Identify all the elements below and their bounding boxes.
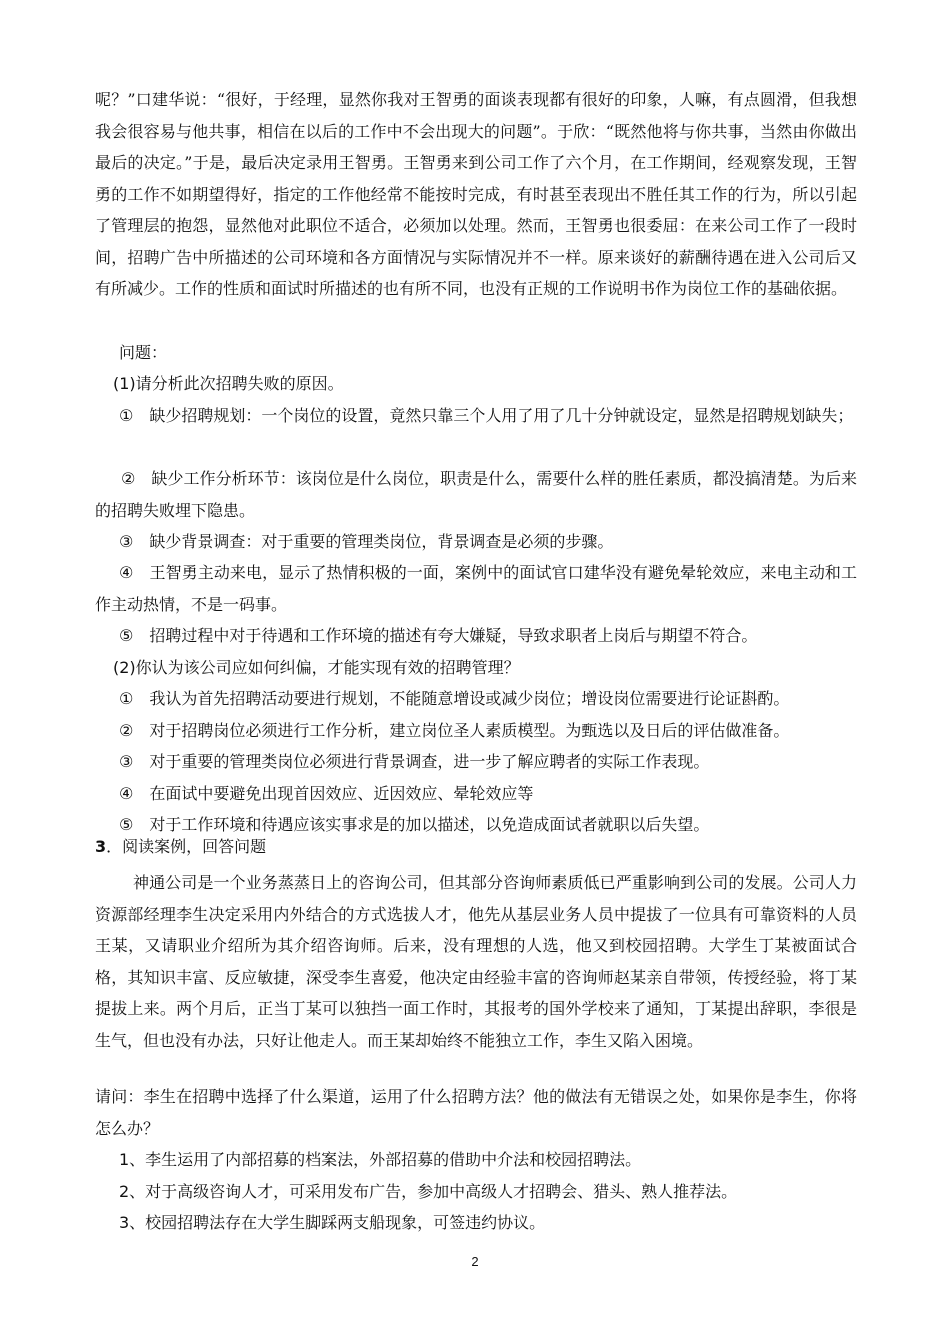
section-3-case-paragraph: 神通公司是一个业务蒸蒸日上的咨询公司，但其部分咨询师素质低已严重影响到公司的发展。公司人力资源部经理李生决定采用内外结合的方式选拔人才，他先从基层业务人员中提拔了一位具有可靠资料的人员王某，又请职业介绍所为其介绍咨询师。后来，没有理想的人选，他又到校园招聘。大学生丁某被面试合格，其知识丰富、反应敏捷，深受李生喜爱，他决定由经验丰富的咨询师赵某亲自带领，传授经验，将丁某提拔上来。两个月后，正当丁某可以独挡一面工作时，其报考的国外学校来了通知，丁某提出辞职，李很是生气，但也没有办法，只好让他走人。而王某却始终不能独立工作，李生又陷入困境。 <box>95 873 857 1050</box>
section-3-heading <box>95 831 857 863</box>
case2-continuation-paragraph: 呢？”口建华说：“很好，于经理，显然你我对王智勇的面谈表现都有很好的印象，人嘛，有点圆滑，但我想我会很容易与他共事，相信在以后的工作中不会出现大的问题”。于欣：“既然他将与你共事，当然由你做出最后的决定。”于是，最后决定录用王智勇。王智勇来到公司工作了六个月，在工作期间，经观察发现，王智勇的工作不如期望得好，指定的工作他经常不能按时完成，有时甚至表现出不胜任其工作的行为，所以引起了管理层的抱怨，显然他对此职位不适合，必须加以处理。然而，王智勇也很委屈：在来公司工作了一段时间，招聘广告中所描述的公司环境和各方面情况与实际情况并不一样。原来谈好的薪酬待遇在进入公司后又有所减少。工作的性质和面试时所描述的也有所不同，也没有正规的工作说明书作为岗位工作的基础依据。 <box>95 90 857 298</box>
q2-answer-4: ④ 在面试中要避免出现首因效应、近因效应、晕轮效应等 <box>119 784 534 803</box>
questions-heading: 问题： <box>119 343 168 362</box>
section-3-answer-1: 1、李生运用了内部招募的档案法，外部招募的借助中介法和校园招聘法。 <box>119 1150 642 1169</box>
section-3-number: 3 <box>95 837 107 856</box>
q1-answer-3: ③ 缺少背景调查：对于重要的管理类岗位，背景调查是必须的步骤。 <box>119 532 614 551</box>
page-number: 2 <box>471 1254 479 1269</box>
question-2: (2)你认为该公司应如何纠偏，才能实现有效的招聘管理？ <box>113 658 520 677</box>
q1-answer-4: ④ 王智勇主动来电，显示了热情积极的一面，案例中的面试官口建华没有避免晕轮效应，来电主动和工作主动热情，不是一码事。 <box>95 563 857 614</box>
section-3-answer-2: 2、对于高级咨询人才，可采用发布广告，参加中高级人才招聘会、猎头、熟人推荐法。 <box>119 1182 738 1201</box>
q1-answer-2: ② 缺少工作分析环节：该岗位是什么岗位，职责是什么，需要什么样的胜任素质，都没搞清楚。为后来的招聘失败埋下隐患。 <box>95 469 857 520</box>
q2-answer-1: ① 我认为首先招聘活动要进行规划，不能随意增设或减少岗位；增设岗位需要进行论证斟酌。 <box>119 689 790 708</box>
section-3-answer-3: 3、校园招聘法存在大学生脚踩两支船现象，可签违约协议。 <box>119 1213 546 1232</box>
section-3-title: ．阅读案例，回答问题 <box>106 837 267 856</box>
q2-answer-5: ⑤ 对于工作环境和待遇应该实事求是的加以描述，以免造成面试者就职以后失望。 <box>119 815 710 834</box>
question-1: (1)请分析此次招聘失败的原因。 <box>113 374 344 393</box>
q2-answer-3: ③ 对于重要的管理类岗位必须进行背景调查，进一步了解应聘者的实际工作表现。 <box>119 752 710 771</box>
q1-answer-1: ① 缺少招聘规划：一个岗位的设置，竟然只靠三个人用了用了几十分钟就设定，显然是招聘规划缺失； <box>119 406 854 425</box>
section-3-question: 请问：李生在招聘中选择了什么渠道，运用了什么招聘方法？他的做法有无错误之处，如果你是李生，你将怎么办？ <box>95 1087 857 1138</box>
q2-answer-2: ② 对于招聘岗位必须进行工作分析，建立岗位圣人素质模型。为甄选以及日后的评估做准备。 <box>119 721 790 740</box>
q1-answer-5: ⑤ 招聘过程中对于待遇和工作环境的描述有夸大嫌疑，导致求职者上岗后与期望不符合。 <box>119 626 758 645</box>
